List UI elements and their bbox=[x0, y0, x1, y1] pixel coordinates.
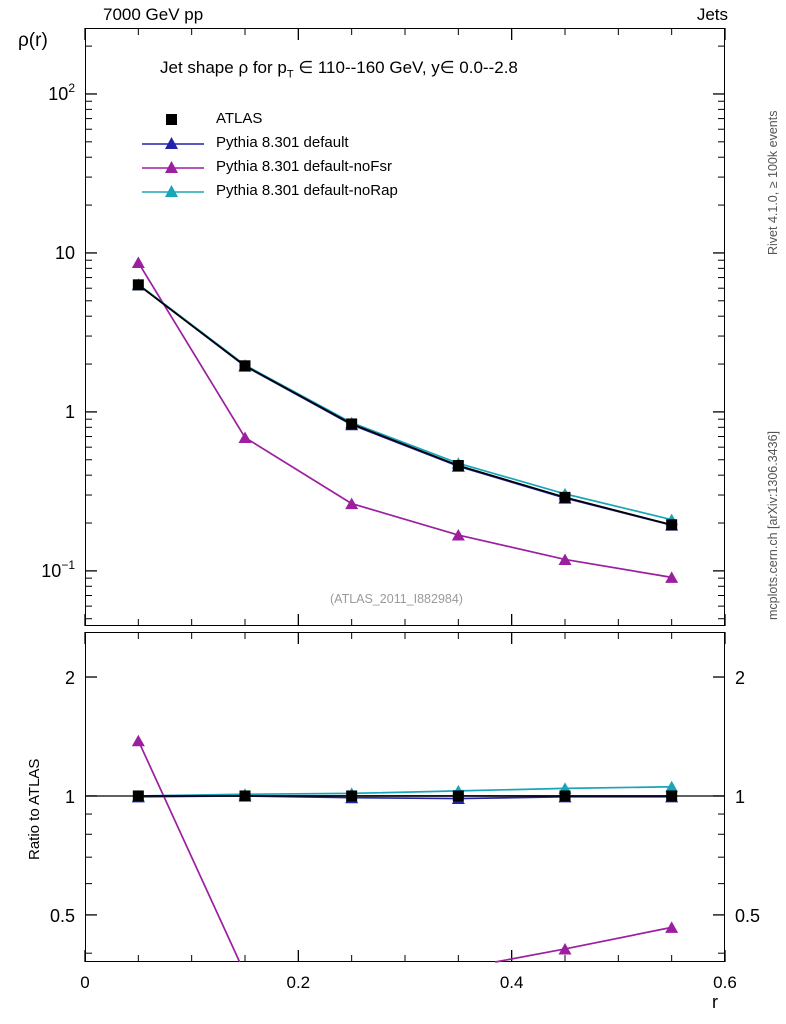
x-tick-label: 0 bbox=[80, 973, 90, 992]
ratio-plot-panel bbox=[85, 632, 725, 962]
ratio-y-tick-label-right: 0.5 bbox=[735, 905, 761, 926]
ratio-y-tick-label: 0.5 bbox=[49, 905, 75, 926]
ratio-y-tick-label: 1 bbox=[64, 786, 75, 807]
ratio-y-tick-label: 2 bbox=[64, 668, 75, 689]
x-tick-label: 0.2 bbox=[286, 973, 311, 992]
header-beam-label: 7000 GeV pp bbox=[103, 5, 204, 24]
y-tick-label-main: $10^2$ bbox=[48, 80, 75, 104]
legend-label: Pythia 8.301 default-noRap bbox=[216, 182, 398, 199]
legend-marker-line-triangle-icon bbox=[140, 180, 206, 204]
legend-marker-line-triangle-icon bbox=[140, 132, 206, 156]
ratio-y-tick-label-right: 1 bbox=[735, 786, 746, 807]
x-tick-label: 0.6 bbox=[713, 973, 737, 992]
x-axis-title: r bbox=[712, 992, 718, 1012]
legend-label: Pythia 8.301 default-noFsr bbox=[216, 158, 392, 175]
analysis-id-watermark: (ATLAS_2011_I882984) bbox=[330, 592, 463, 606]
y-tick-label-main: 10 bbox=[54, 242, 75, 263]
plot-title: Jet shape ρ for $p_T$ ∈ 110--160 GeV, y∈ 0.0--2.8 bbox=[160, 58, 518, 81]
legend-marker-line-triangle-icon bbox=[140, 156, 206, 180]
legend-marker-square-icon bbox=[140, 108, 206, 132]
legend-label: ATLAS bbox=[216, 110, 263, 127]
y-tick-label-main: 1 bbox=[64, 401, 75, 422]
rivet-version-annotation: Rivet 4.1.0, ≥ 100k events bbox=[766, 110, 780, 255]
y-axis-title-ratio: Ratio to ATLAS bbox=[26, 758, 43, 860]
legend-label: Pythia 8.301 default bbox=[216, 134, 349, 151]
x-tick-label: 0.4 bbox=[499, 973, 524, 992]
ratio-y-tick-label-right: 2 bbox=[735, 668, 746, 689]
mcplots-reference-annotation: mcplots.cern.ch [arXiv:1306.3436] bbox=[766, 431, 780, 620]
y-tick-label-main: $10^{-1}$ bbox=[41, 557, 75, 581]
header-category-label: Jets bbox=[696, 5, 728, 24]
y-axis-title-main: ρ(r) bbox=[18, 30, 48, 51]
